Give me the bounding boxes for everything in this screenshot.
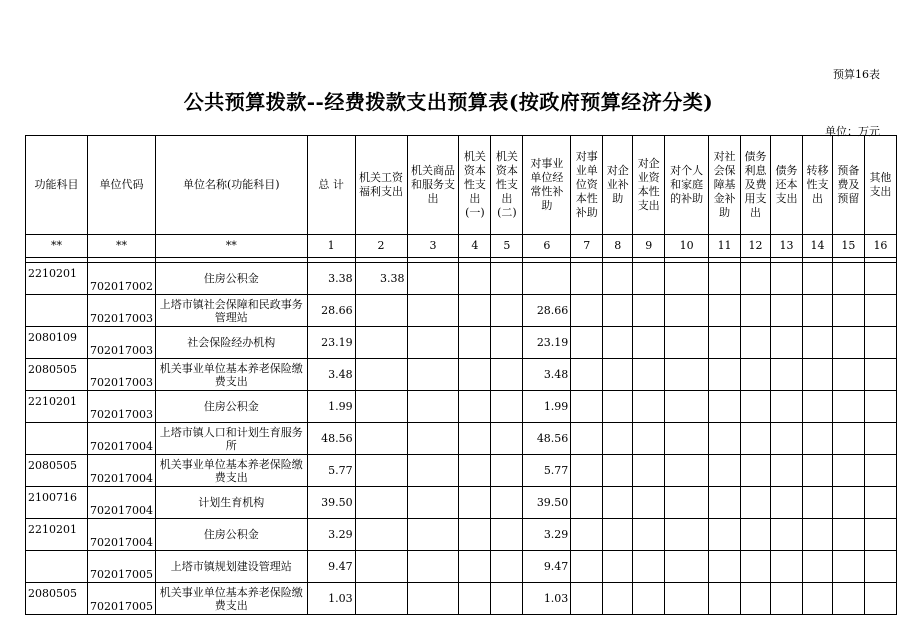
unit-label: 单位：万元 (825, 125, 880, 138)
institution-subsidy-cell: 3.48 (523, 359, 571, 391)
table-row (26, 359, 897, 391)
empty-cell (709, 391, 741, 423)
wage-welfare-cell (355, 455, 407, 487)
empty-cell (571, 359, 603, 391)
unit-name-cell: 计划生育机构 (155, 487, 307, 519)
column-header: 对事业单位经常性补助 (523, 136, 571, 235)
column-index-row (26, 235, 897, 258)
empty-cell (633, 487, 665, 519)
empty-cell (603, 295, 633, 327)
empty-cell (864, 423, 896, 455)
column-index: 9 (633, 235, 665, 258)
empty-cell (771, 455, 803, 487)
column-header: 单位代码 (87, 136, 155, 235)
empty-cell (603, 423, 633, 455)
empty-cell (832, 295, 864, 327)
empty-cell (571, 391, 603, 423)
empty-cell (741, 551, 771, 583)
unit-name-cell: 上塔市镇规划建设管理站 (155, 551, 307, 583)
empty-cell (802, 455, 832, 487)
empty-cell (633, 263, 665, 295)
column-index: 2 (355, 235, 407, 258)
empty-cell (771, 487, 803, 519)
total-cell: 28.66 (307, 295, 355, 327)
header-row (26, 136, 897, 235)
empty-cell (603, 263, 633, 295)
empty-cell (603, 359, 633, 391)
empty-cell (491, 551, 523, 583)
empty-cell (832, 487, 864, 519)
empty-cell (832, 551, 864, 583)
empty-cell (709, 455, 741, 487)
column-header: 单位名称(功能科目) (155, 136, 307, 235)
unit-code-cell: 702017004 (87, 519, 155, 551)
unit-name-cell: 机关事业单位基本养老保险缴费支出 (155, 455, 307, 487)
empty-cell (709, 295, 741, 327)
column-index: 8 (603, 235, 633, 258)
empty-cell (709, 327, 741, 359)
column-index: 15 (832, 235, 864, 258)
empty-cell (407, 327, 459, 359)
table-row (26, 583, 897, 615)
empty-cell (741, 455, 771, 487)
empty-cell (741, 391, 771, 423)
empty-cell (459, 583, 491, 615)
wage-welfare-cell (355, 295, 407, 327)
empty-cell (491, 519, 523, 551)
unit-code-cell: 702017002 (87, 263, 155, 295)
empty-cell (459, 551, 491, 583)
budget-table (25, 135, 897, 615)
total-cell: 1.99 (307, 391, 355, 423)
empty-cell (571, 551, 603, 583)
total-cell: 3.38 (307, 263, 355, 295)
institution-subsidy-cell: 48.56 (523, 423, 571, 455)
institution-subsidy-cell: 9.47 (523, 551, 571, 583)
empty-cell (633, 583, 665, 615)
total-cell: 3.29 (307, 519, 355, 551)
empty-cell (603, 551, 633, 583)
empty-cell (771, 295, 803, 327)
empty-cell (832, 327, 864, 359)
empty-cell (665, 455, 709, 487)
empty-cell (802, 423, 832, 455)
function-code-cell: 2210201 (26, 263, 88, 295)
empty-cell (665, 327, 709, 359)
wage-welfare-cell (355, 391, 407, 423)
function-code-cell: 2210201 (26, 519, 88, 551)
empty-cell (665, 295, 709, 327)
empty-cell (633, 519, 665, 551)
empty-cell (709, 263, 741, 295)
empty-cell (407, 391, 459, 423)
empty-cell (771, 391, 803, 423)
institution-subsidy-cell (523, 263, 571, 295)
empty-cell (571, 423, 603, 455)
unit-name-cell: 上塔市镇人口和计划生育服务所 (155, 423, 307, 455)
column-header: 对企业资本性支出 (633, 136, 665, 235)
column-index: 14 (802, 235, 832, 258)
empty-cell (864, 391, 896, 423)
empty-cell (864, 455, 896, 487)
column-header: 对事业单位资本性补助 (571, 136, 603, 235)
empty-cell (802, 327, 832, 359)
column-index: 10 (665, 235, 709, 258)
column-header: 预备费及预留 (832, 136, 864, 235)
table-row (26, 327, 897, 359)
empty-cell (491, 327, 523, 359)
column-index: 12 (741, 235, 771, 258)
unit-code-cell: 702017005 (87, 583, 155, 615)
empty-cell (771, 519, 803, 551)
column-header: 转移性支出 (802, 136, 832, 235)
table-row (26, 455, 897, 487)
empty-cell (459, 391, 491, 423)
empty-cell (771, 263, 803, 295)
empty-cell (832, 423, 864, 455)
form-number: 预算16表 (833, 68, 880, 81)
empty-cell (741, 583, 771, 615)
empty-cell (665, 551, 709, 583)
empty-cell (491, 391, 523, 423)
column-index: ** (87, 235, 155, 258)
empty-cell (407, 295, 459, 327)
table-row (26, 423, 897, 455)
column-index: 1 (307, 235, 355, 258)
function-code-cell: 2100716 (26, 487, 88, 519)
empty-cell (603, 519, 633, 551)
column-index: 16 (864, 235, 896, 258)
table-row (26, 295, 897, 327)
empty-cell (864, 519, 896, 551)
empty-cell (864, 487, 896, 519)
empty-cell (832, 263, 864, 295)
empty-cell (633, 551, 665, 583)
empty-cell (633, 295, 665, 327)
column-index: 5 (491, 235, 523, 258)
empty-cell (633, 455, 665, 487)
empty-cell (709, 359, 741, 391)
table-row (26, 519, 897, 551)
empty-cell (571, 487, 603, 519)
empty-cell (407, 455, 459, 487)
empty-cell (459, 519, 491, 551)
column-header: 债务利息及费用支出 (741, 136, 771, 235)
unit-code-cell: 702017003 (87, 295, 155, 327)
column-index: 7 (571, 235, 603, 258)
unit-name-cell: 上塔市镇社会保障和民政事务管理站 (155, 295, 307, 327)
empty-cell (633, 423, 665, 455)
column-index: 6 (523, 235, 571, 258)
page-title: 公共预算拨款--经费拨款支出预算表(按政府预算经济分类) (183, 90, 714, 114)
column-index: ** (26, 235, 88, 258)
empty-cell (665, 519, 709, 551)
column-header: 功能科目 (26, 136, 88, 235)
empty-cell (633, 327, 665, 359)
total-cell: 5.77 (307, 455, 355, 487)
empty-cell (603, 583, 633, 615)
empty-cell (571, 583, 603, 615)
empty-cell (771, 359, 803, 391)
table-row (26, 391, 897, 423)
column-header: 机关工资福利支出 (355, 136, 407, 235)
empty-cell (491, 487, 523, 519)
empty-cell (407, 519, 459, 551)
empty-cell (603, 327, 633, 359)
empty-cell (491, 455, 523, 487)
empty-cell (864, 295, 896, 327)
empty-cell (665, 359, 709, 391)
function-code-cell (26, 295, 88, 327)
empty-cell (741, 519, 771, 551)
empty-cell (802, 551, 832, 583)
function-code-cell: 2080505 (26, 359, 88, 391)
empty-cell (491, 423, 523, 455)
empty-cell (709, 487, 741, 519)
empty-cell (407, 487, 459, 519)
table-row (26, 551, 897, 583)
empty-cell (491, 263, 523, 295)
empty-cell (709, 583, 741, 615)
empty-cell (665, 423, 709, 455)
empty-cell (665, 487, 709, 519)
wage-welfare-cell (355, 487, 407, 519)
unit-name-cell: 社会保险经办机构 (155, 327, 307, 359)
empty-cell (864, 583, 896, 615)
institution-subsidy-cell: 1.99 (523, 391, 571, 423)
empty-cell (407, 583, 459, 615)
column-header: 其他支出 (864, 136, 896, 235)
empty-cell (459, 455, 491, 487)
empty-cell (864, 327, 896, 359)
wage-welfare-cell (355, 583, 407, 615)
empty-cell (802, 519, 832, 551)
empty-cell (407, 263, 459, 295)
empty-cell (603, 455, 633, 487)
empty-cell (459, 327, 491, 359)
empty-cell (407, 359, 459, 391)
empty-cell (802, 359, 832, 391)
institution-subsidy-cell: 39.50 (523, 487, 571, 519)
unit-code-cell: 702017003 (87, 327, 155, 359)
empty-cell (459, 423, 491, 455)
empty-cell (633, 391, 665, 423)
empty-cell (571, 327, 603, 359)
total-cell: 3.48 (307, 359, 355, 391)
unit-code-cell: 702017003 (87, 359, 155, 391)
empty-cell (665, 391, 709, 423)
empty-cell (571, 455, 603, 487)
unit-name-cell: 住房公积金 (155, 519, 307, 551)
function-code-cell: 2210201 (26, 391, 88, 423)
column-header: 机关资本性支出(一) (459, 136, 491, 235)
empty-cell (771, 583, 803, 615)
empty-cell (802, 263, 832, 295)
column-index: 3 (407, 235, 459, 258)
empty-cell (491, 583, 523, 615)
institution-subsidy-cell: 1.03 (523, 583, 571, 615)
unit-code-cell: 702017004 (87, 423, 155, 455)
empty-cell (459, 295, 491, 327)
empty-cell (571, 263, 603, 295)
function-code-cell: 2080109 (26, 327, 88, 359)
empty-cell (741, 263, 771, 295)
function-code-cell (26, 551, 88, 583)
unit-code-cell: 702017003 (87, 391, 155, 423)
column-index: 11 (709, 235, 741, 258)
total-cell: 39.50 (307, 487, 355, 519)
column-header: 机关商品和服务支出 (407, 136, 459, 235)
empty-cell (741, 359, 771, 391)
column-index: 4 (459, 235, 491, 258)
column-header: 总 计 (307, 136, 355, 235)
institution-subsidy-cell: 28.66 (523, 295, 571, 327)
institution-subsidy-cell: 5.77 (523, 455, 571, 487)
empty-cell (802, 391, 832, 423)
empty-cell (603, 487, 633, 519)
empty-cell (665, 263, 709, 295)
unit-name-cell: 机关事业单位基本养老保险缴费支出 (155, 583, 307, 615)
empty-cell (832, 359, 864, 391)
empty-cell (665, 583, 709, 615)
column-header: 机关资本性支出(二) (491, 136, 523, 235)
wage-welfare-cell (355, 519, 407, 551)
column-header: 对企业补助 (603, 136, 633, 235)
empty-cell (459, 263, 491, 295)
institution-subsidy-cell: 23.19 (523, 327, 571, 359)
total-cell: 23.19 (307, 327, 355, 359)
unit-code-cell: 702017004 (87, 455, 155, 487)
unit-name-cell: 住房公积金 (155, 391, 307, 423)
column-header: 债务还本支出 (771, 136, 803, 235)
empty-cell (832, 391, 864, 423)
column-index: 13 (771, 235, 803, 258)
empty-cell (864, 359, 896, 391)
empty-cell (571, 295, 603, 327)
empty-cell (459, 487, 491, 519)
unit-name-cell: 住房公积金 (155, 263, 307, 295)
empty-cell (741, 487, 771, 519)
empty-cell (802, 295, 832, 327)
function-code-cell: 2080505 (26, 455, 88, 487)
empty-cell (709, 551, 741, 583)
total-cell: 1.03 (307, 583, 355, 615)
table-row (26, 263, 897, 295)
empty-cell (802, 487, 832, 519)
wage-welfare-cell (355, 551, 407, 583)
empty-cell (864, 263, 896, 295)
empty-cell (802, 583, 832, 615)
empty-cell (459, 359, 491, 391)
empty-cell (864, 551, 896, 583)
empty-cell (491, 359, 523, 391)
total-cell: 48.56 (307, 423, 355, 455)
wage-welfare-cell: 3.38 (355, 263, 407, 295)
empty-cell (832, 455, 864, 487)
empty-cell (571, 519, 603, 551)
unit-code-cell: 702017005 (87, 551, 155, 583)
empty-cell (771, 551, 803, 583)
function-code-cell: 2080505 (26, 583, 88, 615)
wage-welfare-cell (355, 359, 407, 391)
empty-cell (407, 551, 459, 583)
empty-cell (491, 295, 523, 327)
empty-cell (407, 423, 459, 455)
empty-cell (832, 583, 864, 615)
empty-cell (741, 295, 771, 327)
column-header: 对个人和家庭的补助 (665, 136, 709, 235)
empty-cell (832, 519, 864, 551)
empty-cell (741, 423, 771, 455)
column-index: ** (155, 235, 307, 258)
column-header: 对社会保障基金补助 (709, 136, 741, 235)
wage-welfare-cell (355, 327, 407, 359)
unit-code-cell: 702017004 (87, 487, 155, 519)
empty-cell (741, 327, 771, 359)
empty-cell (633, 359, 665, 391)
function-code-cell (26, 423, 88, 455)
empty-cell (709, 519, 741, 551)
empty-cell (709, 423, 741, 455)
total-cell: 9.47 (307, 551, 355, 583)
unit-name-cell: 机关事业单位基本养老保险缴费支出 (155, 359, 307, 391)
empty-cell (771, 327, 803, 359)
table-row (26, 487, 897, 519)
empty-cell (771, 423, 803, 455)
empty-cell (603, 391, 633, 423)
institution-subsidy-cell: 3.29 (523, 519, 571, 551)
wage-welfare-cell (355, 423, 407, 455)
